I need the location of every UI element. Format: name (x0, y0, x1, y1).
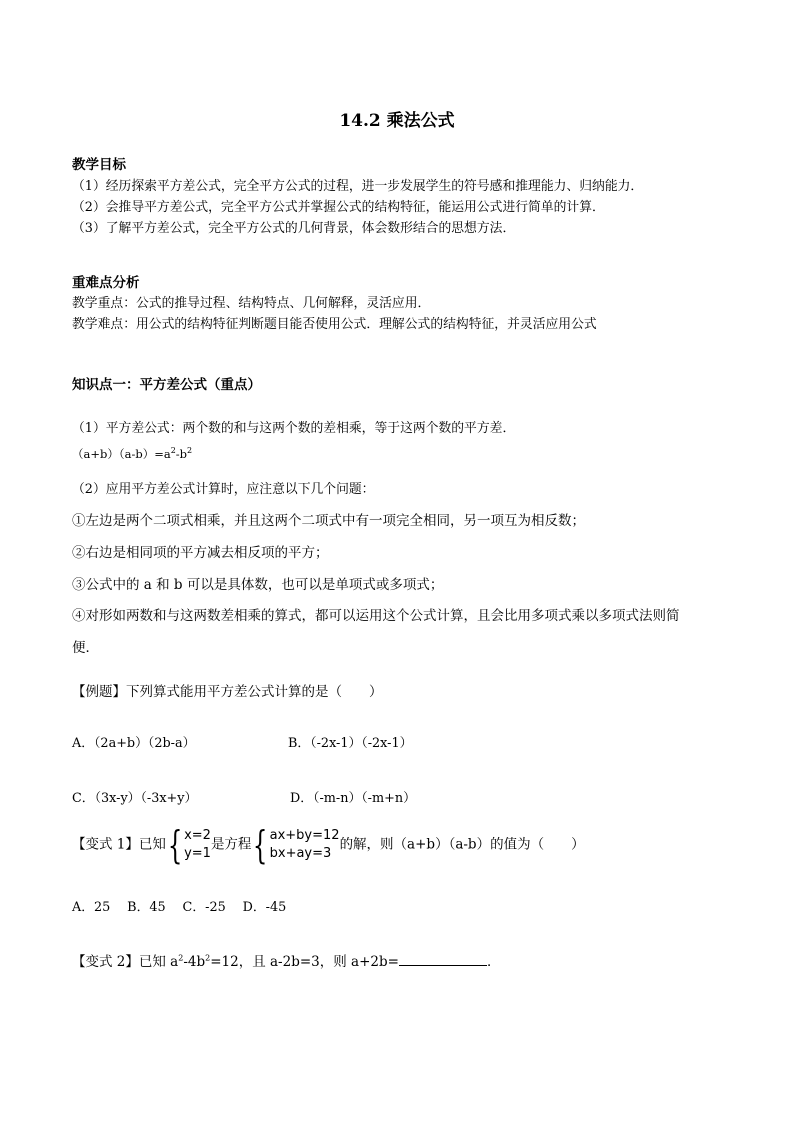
difference-of-squares-definition: （1）平方差公式：两个数的和与这两个数的差相乘，等于这两个数的平方差． (72, 421, 516, 436)
knowledge-point-1-heading: 知识点一：平方差公式（重点） (72, 377, 261, 393)
variant-2-question: 【变式 2】已知 $a^2-4b^2=12$，且 a-2b=3，则 a+2b= ． (72, 953, 501, 970)
example-option-b: B．（-2x-1）（-2x-1） (288, 736, 413, 751)
usage-note: （2）应用平方差公式计算时，应注意以下几个问题： (72, 482, 375, 497)
example-option-a: A．（2a+b）（2b-a） (72, 736, 196, 751)
answer-blank[interactable] (399, 953, 487, 966)
usage-point-1: ①左边是两个二项式相乘，并且这两个二项式中有一项完全相同，另一项互为相反数； (72, 513, 585, 529)
usage-point-4: ④对形如两数和与这两数差相乘的算式，都可以运用这个公式计算，且会比用多项式乘以多项式法则简 (72, 608, 680, 624)
analysis-difficult-point: 教学难点：用公式的结构特征判断题目能否使用公式．理解公式的结构特征，并灵活应用公式 (72, 317, 597, 332)
objective-item-1: （1）经历探索平方差公式，完全平方公式的过程，进一步发展学生的符号感和推理能力、归纳能力． (72, 179, 644, 194)
usage-point-3: ③公式中的 a 和 b 可以是具体数，也可以是单项式或多项式； (72, 577, 444, 593)
solution-system: { x=2 y=1 (167, 823, 211, 867)
objectives-heading: 教学目标 (72, 157, 126, 173)
equation-system: { ax+by=12 bx+ay=3 (253, 823, 340, 867)
example-option-c: C．（3x-y）（-3x+y） (72, 791, 198, 806)
variant-1-question: 【变式 1】已知 { x=2 y=1 是方程 { ax+by=12 bx+ay=3 的解，则（a+b）（a-b）的值为（ ） (72, 823, 585, 867)
example-question: 【例题】下列算式能用平方差公式计算的是（ ） (72, 684, 383, 700)
difference-of-squares-formula: $(a+b)(a-b)=a^2-b^2$ (72, 446, 193, 461)
example-option-d: D．（-m-n）（-m+n） (290, 791, 416, 806)
usage-point-2: ②右边是相同项的平方减去相反项的平方； (72, 545, 329, 561)
objective-item-2: （2）会推导平方差公式，完全平方公式并掌握公式的结构特征，能运用公式进行简单的计算． (72, 200, 605, 215)
page-title: 14.2 乘法公式 (339, 111, 455, 131)
objective-item-3: （3）了解平方差公式，完全平方公式的几何背景，体会数形结合的思想方法． (72, 221, 516, 236)
usage-point-4-continued: 便． (72, 640, 99, 656)
analysis-heading: 重难点分析 (72, 275, 140, 291)
analysis-key-point: 教学重点：公式的推导过程、结构特点、几何解释，灵活应用． (72, 296, 431, 311)
variant-1-options: A．25 B．45 C．-25 D．-45 (72, 900, 287, 915)
